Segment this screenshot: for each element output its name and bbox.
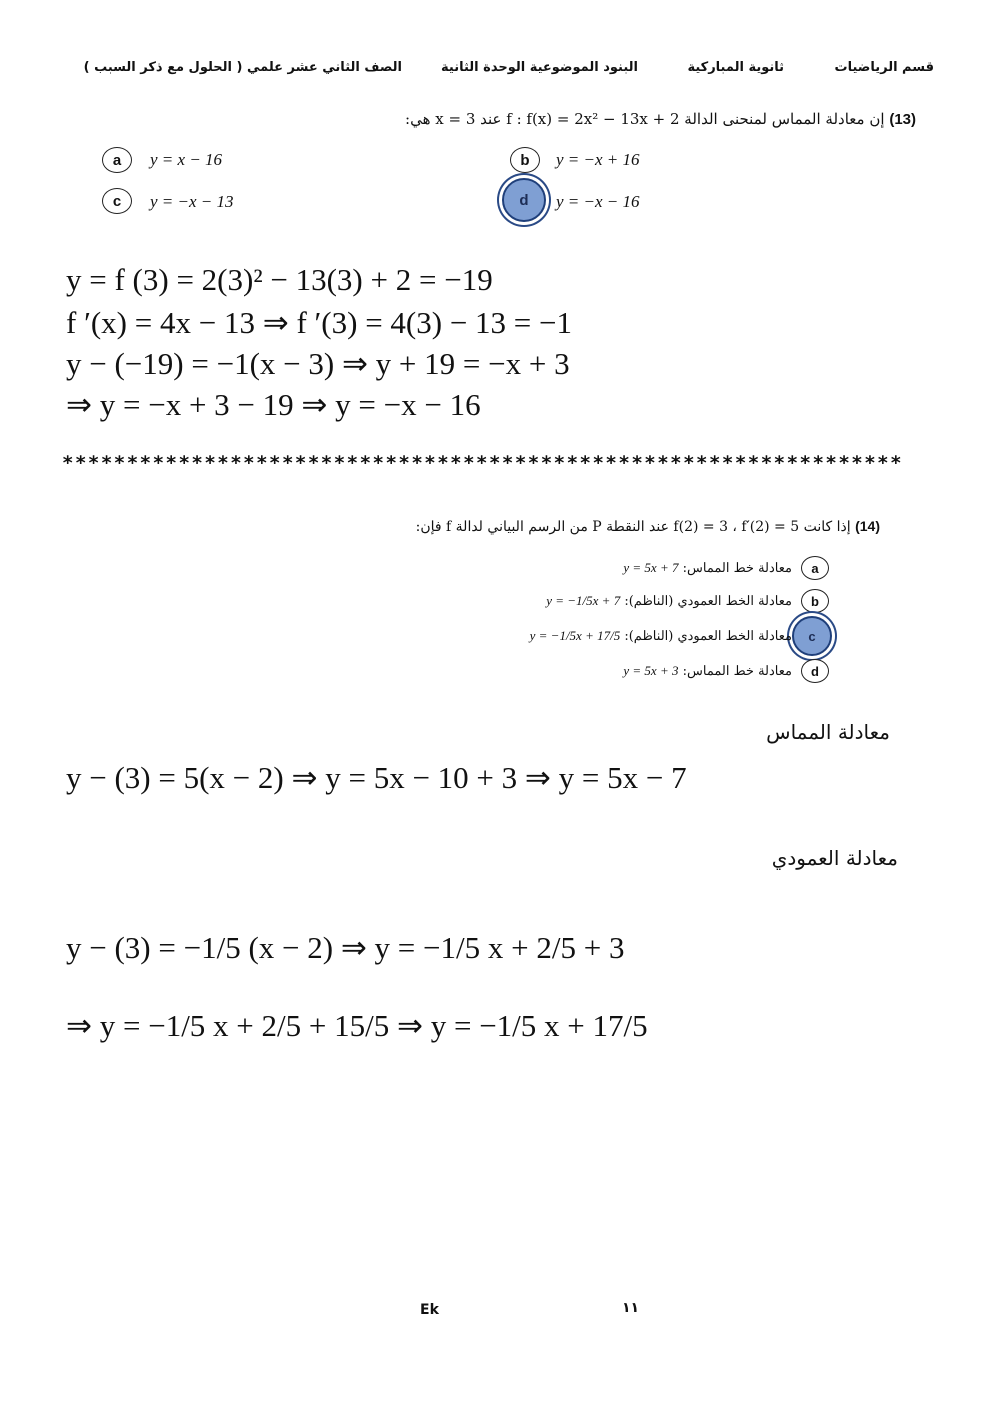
header-school: ثانوية المباركية	[687, 60, 784, 75]
q14-question	[416, 518, 880, 535]
q13-option-b-marker[interactable]: b	[510, 147, 540, 173]
q13-option-d-text: y = −x − 16	[556, 192, 640, 211]
q13-option-a-text: y = x − 16	[150, 150, 223, 169]
q13-option-c-marker[interactable]: c	[102, 188, 132, 214]
footer-author: Ek	[420, 1302, 439, 1318]
q14-option-c-marker-selected[interactable]: c	[792, 616, 832, 656]
q13-option-d-marker-selected[interactable]: d	[502, 178, 546, 222]
q14-option-a-text	[623, 560, 792, 576]
footer-page-number: ١١	[622, 1300, 640, 1316]
tangent-heading: معادلة المماس	[766, 720, 890, 744]
q13-option-c-text: y = −x − 13	[150, 192, 234, 211]
q14-option-b-label: معادلة الخط العمودي (الناظم):	[624, 594, 792, 609]
q13-solution-line-1: y = f (3) = 2(3)² − 13(3) + 2 = −19	[66, 262, 493, 297]
q14-option-c-eq: y = −1/5x + 17/5	[529, 628, 621, 643]
q13-number: (13)	[889, 111, 916, 128]
q14-option-a-label: معادلة خط المماس:	[682, 561, 792, 576]
q14-option-c-label: معادلة الخط العمودي (الناظم):	[624, 629, 792, 644]
q13-solution-line-4: ⇒ y = −x + 3 − 19 ⇒ y = −x − 16	[66, 387, 481, 422]
q14-option-a-marker[interactable]: a	[801, 556, 829, 580]
normal-solution-line-1: y − (3) = −1/5 (x − 2) ⇒ y = −1/5 x + 2/5 + 3	[66, 930, 625, 965]
q14-option-d-label: معادلة خط المماس:	[682, 664, 792, 679]
header-unit: البنود الموضوعية الوحدة الثانية	[441, 60, 638, 75]
q14-option-b-eq: y = −1/5x + 7	[546, 593, 621, 608]
q13-solution-line-2: f ′(x) = 4x − 13 ⇒ f ′(3) = 4(3) − 13 = −1	[66, 305, 573, 340]
header-grade: الصف الثاني عشر علمي ( الحلول مع ذكر السبب )	[83, 60, 402, 75]
q13-option-a-marker[interactable]: a	[102, 147, 132, 173]
q14-option-a-eq: y = 5x + 7	[623, 560, 679, 575]
q14-option-b-text	[546, 593, 792, 609]
q13-text: إن معادلة المماس لمنحنى الدالة f : f(x) = 2x² − 13x + 2 عند x = 3 هي:	[405, 110, 885, 128]
q14-option-c-text	[530, 628, 792, 644]
q13-question	[405, 110, 916, 128]
normal-solution-line-2: ⇒ y = −1/5 x + 2/5 + 15/5 ⇒ y = −1/5 x + 17/5	[66, 1008, 648, 1043]
tangent-solution: y − (3) = 5(x − 2) ⇒ y = 5x − 10 + 3 ⇒ y = 5x − 7	[66, 760, 687, 795]
q14-option-d-text	[623, 663, 792, 679]
normal-heading: معادلة العمودي	[771, 846, 898, 870]
q13-solution-line-3: y − (−19) = −1(x − 3) ⇒ y + 19 = −x + 3	[66, 346, 570, 381]
q14-option-b-marker[interactable]: b	[801, 589, 829, 613]
q14-option-d-eq: y = 5x + 3	[623, 663, 679, 678]
separator-stars: *****************************************************************	[62, 452, 904, 474]
q14-option-d-marker[interactable]: d	[801, 659, 829, 683]
header-dept: قسم الرياضيات	[834, 60, 934, 75]
q14-text: إذا كانت f(2) = 3 ، f′(2) = 5 عند النقطة P من الرسم البياني لدالة f فإن:	[415, 519, 851, 535]
q14-number: (14)	[855, 518, 880, 534]
q13-option-b-text: y = −x + 16	[556, 150, 640, 169]
